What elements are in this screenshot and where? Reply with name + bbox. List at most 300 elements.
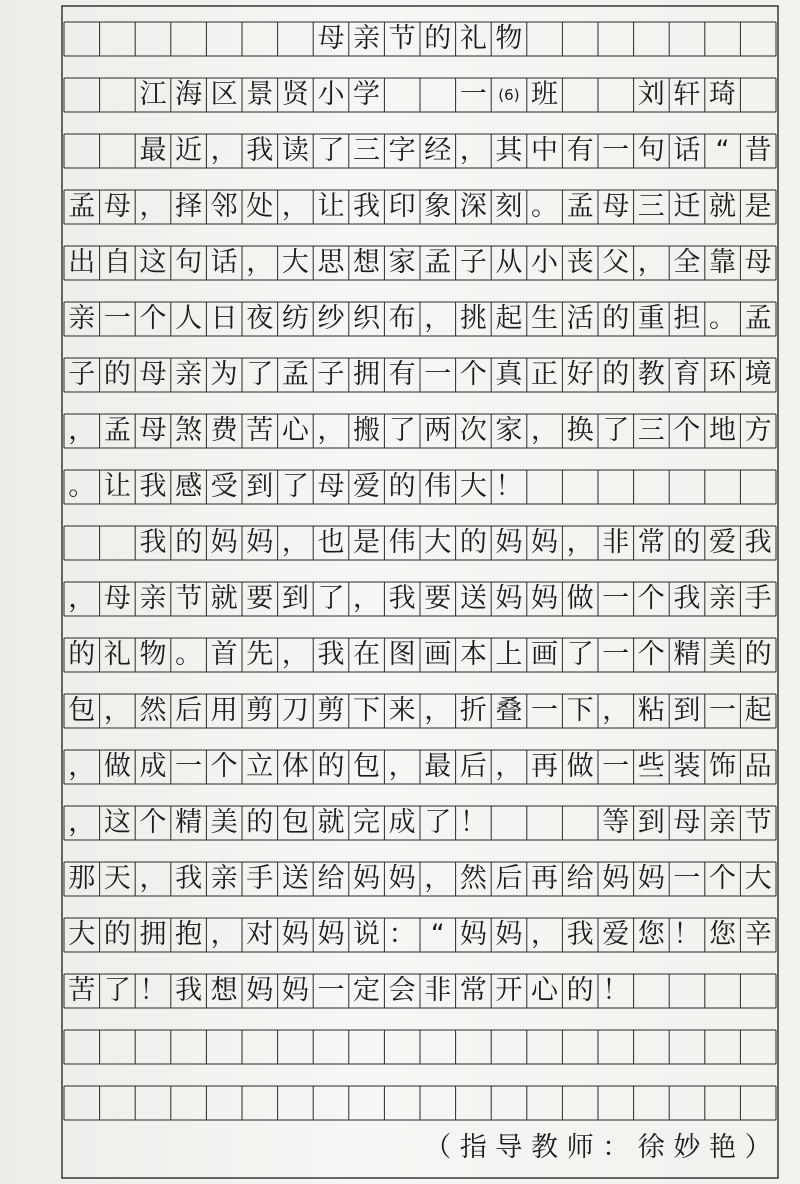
grid-cell: 亲 bbox=[68, 303, 96, 334]
grid-cell: 后 bbox=[175, 695, 203, 726]
grid-cell: 是 bbox=[353, 527, 381, 558]
grid-cell: 了 bbox=[317, 583, 345, 614]
grid-cell: 定 bbox=[353, 975, 381, 1006]
grid-cell: 做 bbox=[566, 583, 594, 614]
grid-cell: 做 bbox=[103, 751, 131, 782]
grid-cell: 那 bbox=[68, 863, 96, 894]
grid-cell: 妈 bbox=[531, 583, 559, 614]
grid-cell: 班 bbox=[531, 79, 559, 110]
grid-cell: 印 bbox=[388, 191, 416, 222]
grid-cell: 指 bbox=[459, 1132, 487, 1163]
grid-cell: 中 bbox=[531, 135, 559, 166]
grid-cell: 礼 bbox=[459, 23, 487, 54]
grid-cell: 包 bbox=[68, 695, 96, 726]
grid-cell: 节 bbox=[388, 23, 416, 54]
grid-cell: 用 bbox=[210, 695, 238, 726]
grid-cell: 妈 bbox=[210, 527, 238, 558]
grid-cell: ， bbox=[68, 583, 96, 614]
grid-cell: 这 bbox=[139, 247, 167, 278]
grid-cell: 对 bbox=[246, 919, 274, 950]
grid-cell: 象 bbox=[424, 191, 452, 222]
grid-cell: （ bbox=[424, 1132, 452, 1163]
grid-cell: 布 bbox=[388, 303, 416, 334]
grid-cell: 妈 bbox=[246, 975, 274, 1006]
grid-cell: 挑 bbox=[459, 303, 487, 334]
grid-cell: 字 bbox=[388, 135, 416, 166]
grid-cell: ， bbox=[68, 751, 96, 782]
grid-cell: 纺 bbox=[281, 303, 309, 334]
grid-cell: 近 bbox=[175, 135, 203, 166]
grid-cell: ， bbox=[210, 135, 238, 166]
grid-cell: 的 bbox=[68, 639, 96, 670]
grid-cell: 纱 bbox=[317, 303, 345, 334]
grid-cell: 真 bbox=[495, 359, 523, 390]
grid-cell: 个 bbox=[637, 639, 665, 670]
grid-cell: 辛 bbox=[744, 919, 772, 950]
grid-cell: 换 bbox=[566, 415, 594, 446]
grid-cell: 一 bbox=[708, 695, 736, 726]
grid-cell: 海 bbox=[175, 79, 203, 110]
grid-cell: 精 bbox=[673, 639, 701, 670]
text-row bbox=[64, 302, 776, 336]
grid-cell: ， bbox=[424, 303, 452, 334]
grid-cell: 导 bbox=[495, 1132, 523, 1163]
grid-cell: 妈 bbox=[637, 863, 665, 894]
grid-cell: ， bbox=[210, 919, 238, 950]
grid-cell: 一 bbox=[602, 639, 630, 670]
grid-cell: 爱 bbox=[353, 471, 381, 502]
grid-cell: 贤 bbox=[281, 79, 309, 110]
grid-cell: 上 bbox=[495, 639, 523, 670]
grid-cell: 一 bbox=[602, 583, 630, 614]
grid-cell: 个 bbox=[459, 359, 487, 390]
text-row bbox=[64, 526, 776, 560]
grid-cell: “ bbox=[715, 135, 730, 166]
grid-cell: 图 bbox=[388, 639, 416, 670]
grid-cell: 。 bbox=[175, 639, 203, 670]
grid-cell: 开 bbox=[495, 975, 523, 1006]
grid-cell: 的 bbox=[175, 527, 203, 558]
grid-cell: 这 bbox=[103, 807, 131, 838]
grid-cell: ， bbox=[103, 695, 131, 726]
grid-cell: 孟 bbox=[424, 247, 452, 278]
grid-cell: 礼 bbox=[103, 639, 131, 670]
grid-cell: 装 bbox=[673, 751, 701, 782]
grid-cell: 妈 bbox=[246, 527, 274, 558]
grid-cell: 的 bbox=[673, 527, 701, 558]
grid-cell: 一 bbox=[424, 359, 452, 390]
grid-cell: 小 bbox=[317, 79, 345, 110]
grid-cell: 靠 bbox=[708, 247, 736, 278]
grid-cell: 有 bbox=[388, 359, 416, 390]
grid-cell: 深 bbox=[459, 191, 487, 222]
grid-cell: 一 bbox=[459, 79, 487, 110]
grid-cell: 江 bbox=[139, 79, 167, 110]
grid-cell: 母 bbox=[139, 359, 167, 390]
grid-cell: ， bbox=[531, 415, 559, 446]
grid-cell: 教 bbox=[637, 359, 665, 390]
grid-cell: 大 bbox=[281, 247, 309, 278]
grid-cell: 到 bbox=[246, 471, 274, 502]
grid-cell: 母 bbox=[602, 191, 630, 222]
grid-cell: 思 bbox=[317, 247, 345, 278]
grid-cell: 立 bbox=[246, 751, 274, 782]
grid-cell: 小 bbox=[531, 247, 559, 278]
grid-cell: 子 bbox=[459, 247, 487, 278]
text-row bbox=[64, 134, 776, 168]
grid-cell: 画 bbox=[531, 639, 559, 670]
grid-cell: 了 bbox=[246, 359, 274, 390]
grid-cell: 让 bbox=[103, 471, 131, 502]
grid-cell: 家 bbox=[495, 415, 523, 446]
grid-cell: 苦 bbox=[68, 975, 96, 1006]
grid-cell: 的 bbox=[103, 919, 131, 950]
grid-cell: 送 bbox=[281, 863, 309, 894]
grid-cell: 徐 bbox=[637, 1132, 665, 1163]
grid-cell: 让 bbox=[317, 191, 345, 222]
grid-cell: 孟 bbox=[281, 359, 309, 390]
grid-cell: 亲 bbox=[139, 583, 167, 614]
grid-cell: ！ bbox=[139, 975, 167, 1006]
grid-cell: 成 bbox=[388, 807, 416, 838]
grid-cell: 想 bbox=[353, 247, 381, 278]
grid-cell: 起 bbox=[744, 695, 772, 726]
grid-cell: ， bbox=[459, 135, 487, 166]
grid-cell: 美 bbox=[708, 639, 736, 670]
grid-cell: 妈 bbox=[602, 863, 630, 894]
grid-cell: 剪 bbox=[246, 695, 274, 726]
grid-cell: 织 bbox=[353, 303, 381, 334]
grid-cell: 活 bbox=[566, 303, 594, 334]
grid-cell: ， bbox=[139, 191, 167, 222]
grid-cell: 区 bbox=[210, 79, 238, 110]
grid-cell: 担 bbox=[673, 303, 701, 334]
grid-cell: 爱 bbox=[708, 527, 736, 558]
grid-cell: 亲 bbox=[353, 23, 381, 54]
grid-cell: 我 bbox=[353, 191, 381, 222]
text-row bbox=[64, 918, 776, 952]
grid-cell: 择 bbox=[175, 191, 203, 222]
grid-cell: 个 bbox=[708, 863, 736, 894]
grid-cell: 美 bbox=[210, 807, 238, 838]
grid-cell: 会 bbox=[388, 975, 416, 1006]
grid-cell: ， bbox=[246, 247, 274, 278]
grid-cell: 然 bbox=[459, 863, 487, 894]
grid-cell: 做 bbox=[566, 751, 594, 782]
grid-cell: 叠 bbox=[495, 695, 523, 726]
grid-cell: ， bbox=[424, 695, 452, 726]
grid-cell: 费 bbox=[210, 415, 238, 446]
grid-cell: 。 bbox=[531, 191, 559, 222]
grid-cell: 三 bbox=[637, 191, 665, 222]
grid-cell: 起 bbox=[495, 303, 523, 334]
grid-cell: 妈 bbox=[495, 583, 523, 614]
grid-cell: 的 bbox=[566, 975, 594, 1006]
grid-cell: 的 bbox=[459, 527, 487, 558]
grid-cell: 画 bbox=[424, 639, 452, 670]
grid-cell: 妈 bbox=[353, 863, 381, 894]
grid-cell: 给 bbox=[317, 863, 345, 894]
grid-cell: 我 bbox=[744, 527, 772, 558]
grid-cell: 的 bbox=[602, 303, 630, 334]
grid-cell: ， bbox=[602, 695, 630, 726]
grid-cell: 送 bbox=[459, 583, 487, 614]
grid-cell: 日 bbox=[210, 303, 238, 334]
grid-cell: 粘 bbox=[637, 695, 665, 726]
grid-cell: 母 bbox=[673, 807, 701, 838]
grid-cell: ， bbox=[317, 415, 345, 446]
grid-cell: 处 bbox=[246, 191, 274, 222]
grid-cell: 育 bbox=[673, 359, 701, 390]
grid-cell: 句 bbox=[637, 135, 665, 166]
grid-cell: 一 bbox=[317, 975, 345, 1006]
grid-cell: 一 bbox=[673, 863, 701, 894]
grid-cell: 刻 bbox=[495, 191, 523, 222]
grid-cell: 的 bbox=[388, 471, 416, 502]
grid-cell: 生 bbox=[531, 303, 559, 334]
grid-cell: 丧 bbox=[566, 247, 594, 278]
grid-cell: 是 bbox=[744, 191, 772, 222]
grid-cell: 一 bbox=[531, 695, 559, 726]
grid-cell: 包 bbox=[353, 751, 381, 782]
grid-cell: 我 bbox=[246, 135, 274, 166]
grid-cell: 手 bbox=[744, 583, 772, 614]
grid-cell: 常 bbox=[637, 527, 665, 558]
text-row bbox=[64, 974, 776, 1008]
grid-cell: 个 bbox=[210, 751, 238, 782]
grid-cell: ， bbox=[388, 751, 416, 782]
grid-cell: 您 bbox=[708, 919, 736, 950]
grid-cell: 一 bbox=[602, 751, 630, 782]
grid-cell: (6) bbox=[498, 86, 520, 104]
grid-cell: 轩 bbox=[673, 79, 701, 110]
grid-cell: 的 bbox=[317, 751, 345, 782]
grid-cell: 大 bbox=[744, 863, 772, 894]
grid-cell: 子 bbox=[317, 359, 345, 390]
grid-cell: 物 bbox=[495, 23, 523, 54]
grid-cell: 我 bbox=[673, 583, 701, 614]
grid-cell: ， bbox=[281, 639, 309, 670]
grid-cell: 为 bbox=[210, 359, 238, 390]
grid-cell: 个 bbox=[139, 303, 167, 334]
grid-cell: 了 bbox=[424, 807, 452, 838]
grid-cell: ， bbox=[281, 191, 309, 222]
grid-cell: ， bbox=[68, 415, 96, 446]
byline-row bbox=[64, 78, 776, 112]
grid-cell: 抱 bbox=[175, 919, 203, 950]
grid-cell: 我 bbox=[139, 527, 167, 558]
grid-cell: 妈 bbox=[281, 919, 309, 950]
grid-cell: 品 bbox=[744, 751, 772, 782]
grid-cell: ， bbox=[68, 807, 96, 838]
grid-cell: 我 bbox=[139, 471, 167, 502]
grid-cell: 的 bbox=[602, 359, 630, 390]
grid-cell: ！ bbox=[673, 919, 701, 950]
grid-cell: 孟 bbox=[744, 303, 772, 334]
grid-cell: 剪 bbox=[317, 695, 345, 726]
grid-cell: 最 bbox=[424, 751, 452, 782]
grid-cell: 爱 bbox=[602, 919, 630, 950]
grid-cell: ， bbox=[637, 247, 665, 278]
text-row bbox=[64, 414, 776, 448]
grid-cell: ， bbox=[424, 863, 452, 894]
grid-cell: ！ bbox=[602, 975, 630, 1006]
grid-cell: 在 bbox=[353, 639, 381, 670]
grid-cell: 境 bbox=[744, 359, 772, 390]
grid-cell: 要 bbox=[424, 583, 452, 614]
grid-cell: 伟 bbox=[388, 527, 416, 558]
text-row bbox=[64, 750, 776, 784]
grid-cell: 后 bbox=[459, 751, 487, 782]
grid-cell: 孟 bbox=[68, 191, 96, 222]
grid-cell: ， bbox=[566, 527, 594, 558]
grid-cell: 先 bbox=[246, 639, 274, 670]
grid-cell: 自 bbox=[103, 247, 131, 278]
grid-cell: 您 bbox=[637, 919, 665, 950]
grid-cell: 地 bbox=[708, 415, 736, 446]
grid-cell: 母 bbox=[139, 415, 167, 446]
grid-row bbox=[64, 1086, 776, 1120]
text-row bbox=[64, 862, 776, 896]
grid-cell: 的 bbox=[744, 639, 772, 670]
text-row bbox=[64, 638, 776, 672]
grid-cell: 物 bbox=[139, 639, 167, 670]
grid-cell: 次 bbox=[459, 415, 487, 446]
grid-cell: 从 bbox=[495, 247, 523, 278]
title-row bbox=[64, 22, 776, 56]
grid-cell: 饰 bbox=[708, 751, 736, 782]
grid-cell: 。 bbox=[68, 471, 96, 502]
grid-cell: 我 bbox=[317, 639, 345, 670]
grid-cell: 感 bbox=[175, 471, 203, 502]
grid-cell: 的 bbox=[424, 23, 452, 54]
grid-cell: 妈 bbox=[531, 527, 559, 558]
grid-cell: 煞 bbox=[175, 415, 203, 446]
grid-cell: 母 bbox=[103, 191, 131, 222]
grid-cell: 体 bbox=[281, 751, 309, 782]
grid-cell: “ bbox=[430, 919, 445, 950]
grid-cell: 最 bbox=[139, 135, 167, 166]
grid-cell: 心 bbox=[281, 415, 309, 446]
grid-cell: 子 bbox=[68, 359, 96, 390]
grid-cell: ） bbox=[744, 1132, 772, 1163]
grid-cell: 天 bbox=[103, 863, 131, 894]
grid-cell: 我 bbox=[175, 863, 203, 894]
grid-cell: 手 bbox=[246, 863, 274, 894]
grid-cell: 拥 bbox=[139, 919, 167, 950]
grid-cell: 首 bbox=[210, 639, 238, 670]
grid-cell: 然 bbox=[139, 695, 167, 726]
grid-cell: 成 bbox=[139, 751, 167, 782]
grid-cell: 三 bbox=[637, 415, 665, 446]
grid-cell: ， bbox=[495, 751, 523, 782]
grid-cell: 学 bbox=[353, 79, 381, 110]
text-row bbox=[64, 582, 776, 616]
grid-cell: 母 bbox=[103, 583, 131, 614]
grid-cell: 伟 bbox=[424, 471, 452, 502]
grid-cell: ， bbox=[281, 527, 309, 558]
teacher-note-row bbox=[64, 1131, 776, 1165]
text-row bbox=[64, 470, 776, 504]
grid-cell: 重 bbox=[637, 303, 665, 334]
grid-cell: 刀 bbox=[281, 695, 309, 726]
grid-cell: 方 bbox=[744, 415, 772, 446]
text-row bbox=[64, 358, 776, 392]
grid-cell: 刘 bbox=[637, 79, 665, 110]
grid-cell: 一 bbox=[103, 303, 131, 334]
grid-cell: 个 bbox=[637, 583, 665, 614]
grid-cell: 大 bbox=[459, 471, 487, 502]
text-row bbox=[64, 806, 776, 840]
grid-cell: 教 bbox=[531, 1132, 559, 1163]
grid-cell: 也 bbox=[317, 527, 345, 558]
grid-cell: 了 bbox=[566, 639, 594, 670]
grid-cell: 再 bbox=[531, 863, 559, 894]
grid-cell: 三 bbox=[353, 135, 381, 166]
grid-cell: 艳 bbox=[708, 1132, 736, 1163]
grid-cell: 等 bbox=[602, 807, 630, 838]
grid-cell: 个 bbox=[139, 807, 167, 838]
grid-cell: 非 bbox=[602, 527, 630, 558]
grid-cell: 亲 bbox=[708, 583, 736, 614]
grid-cell: 个 bbox=[673, 415, 701, 446]
grid-cell: ， bbox=[531, 919, 559, 950]
grid-cell: 大 bbox=[68, 919, 96, 950]
grid-cell: 苦 bbox=[246, 415, 274, 446]
grid-cell: 好 bbox=[566, 359, 594, 390]
grid-cell: 母 bbox=[317, 471, 345, 502]
grid-cell: 说 bbox=[353, 919, 381, 950]
grid-cell: 环 bbox=[708, 359, 736, 390]
grid-cell: 受 bbox=[210, 471, 238, 502]
grid-cell: 经 bbox=[424, 135, 452, 166]
grid-cell: 节 bbox=[744, 807, 772, 838]
grid-cell: 就 bbox=[210, 583, 238, 614]
grid-cell: 母 bbox=[317, 23, 345, 54]
grid-cell: 本 bbox=[459, 639, 487, 670]
grid-cell: 句 bbox=[175, 247, 203, 278]
grid-cell: 了 bbox=[388, 415, 416, 446]
grid-cell: 了 bbox=[103, 975, 131, 1006]
grid-cell: 的 bbox=[246, 807, 274, 838]
grid-cell: 妙 bbox=[673, 1132, 701, 1163]
grid-cell: 到 bbox=[281, 583, 309, 614]
grid-cell: 正 bbox=[531, 359, 559, 390]
grid-cell: 心 bbox=[531, 975, 559, 1006]
grid-cell: 。 bbox=[708, 303, 736, 334]
grid-cell: 一 bbox=[602, 135, 630, 166]
grid-cell: 些 bbox=[637, 751, 665, 782]
grid-cell: 妈 bbox=[281, 975, 309, 1006]
grid-cell: 邻 bbox=[210, 191, 238, 222]
grid-cell: 亲 bbox=[210, 863, 238, 894]
grid-cell: 了 bbox=[317, 135, 345, 166]
grid-cell: 就 bbox=[317, 807, 345, 838]
grid-cell: 给 bbox=[566, 863, 594, 894]
grid-cell: 其 bbox=[495, 135, 523, 166]
grid-cell: 完 bbox=[353, 807, 381, 838]
grid-cell: 拥 bbox=[353, 359, 381, 390]
grid-cell: 全 bbox=[673, 247, 701, 278]
grid-cell: 搬 bbox=[353, 415, 381, 446]
grid-cell: 就 bbox=[708, 191, 736, 222]
grid-cell: 出 bbox=[68, 247, 96, 278]
grid-cell: 我 bbox=[175, 975, 203, 1006]
grid-cell: 包 bbox=[281, 807, 309, 838]
grid-cell: 昔 bbox=[744, 135, 772, 166]
grid-cell: 下 bbox=[566, 695, 594, 726]
grid-cell: 后 bbox=[495, 863, 523, 894]
